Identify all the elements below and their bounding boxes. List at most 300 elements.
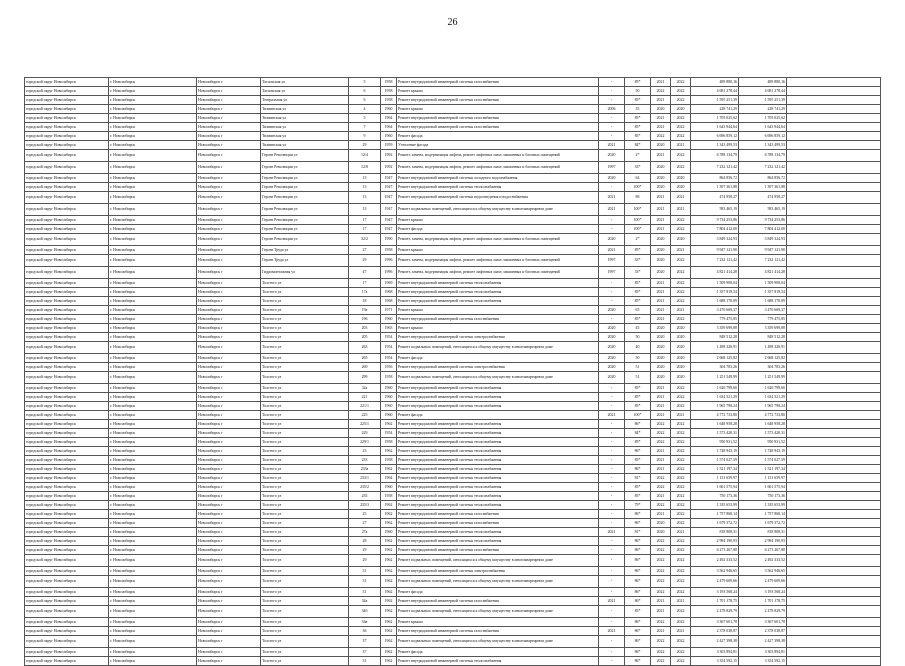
total-cost-cell: 1 701 178,75	[739, 597, 787, 606]
work-type-cell: Ремонт внутридомовой инженерной системы электроснабжения	[397, 333, 599, 342]
total-cost-cell: 1 643 944,64	[739, 123, 787, 132]
okrug-cell: городской округ Новосибирск	[25, 618, 109, 627]
table-row	[25, 96, 881, 105]
house-number-cell: 229/1	[349, 438, 381, 447]
table-row	[25, 315, 881, 324]
house-number-cell: 32а	[349, 384, 381, 393]
work-type-cell: Ремонт фасада	[397, 225, 599, 234]
build-year-cell: 1964	[381, 114, 397, 123]
okrug-cell: городской округ Новосибирск	[25, 411, 109, 420]
work-type-cell: Ремонт, замена, модернизация лифтов, ремонт лифтовых шахт, машинных и блочных помещений	[397, 234, 599, 246]
cost-cell: 1 335 653,99	[691, 501, 739, 510]
table-row	[25, 648, 881, 657]
table-row	[25, 606, 881, 618]
work-type-cell: Ремонт крыши	[397, 618, 599, 627]
city-cell: Новосибирск г	[197, 597, 261, 606]
last-repair-year-cell: -	[599, 288, 625, 297]
plan-start-year-cell: 2020	[651, 519, 671, 528]
table-row	[25, 465, 881, 474]
okrug-cell: городской округ Новосибирск	[25, 96, 109, 105]
plan-end-year-cell: 2022	[671, 537, 691, 546]
wear-percent-cell: 86*	[625, 555, 651, 567]
cost-cell: 848 512,28	[691, 333, 739, 342]
plan-start-year-cell: 2020	[651, 234, 671, 246]
city-cell: Новосибирск г	[197, 297, 261, 306]
work-type-cell: Ремонт фасада	[397, 588, 599, 597]
plan-end-year-cell: 2022	[671, 606, 691, 618]
plan-end-year-cell: 2022	[671, 384, 691, 393]
total-cost-cell: 1 595 251,39	[739, 96, 787, 105]
okrug-cell: городской округ Новосибирск	[25, 546, 109, 555]
plan-end-year-cell: 2022	[671, 225, 691, 234]
wear-percent-cell: 85*	[625, 456, 651, 465]
street-cell: Толстого ул	[261, 528, 349, 537]
okrug-cell: городской округ Новосибирск	[25, 372, 109, 384]
house-number-cell: 31	[349, 576, 381, 588]
build-year-cell: 1990	[381, 234, 397, 246]
city-cell: Новосибирск г	[197, 492, 261, 501]
okrug-cell: городской округ Новосибирск	[25, 333, 109, 342]
empty-cell	[787, 492, 881, 501]
okrug-cell: городской округ Новосибирск	[25, 174, 109, 183]
table-row	[25, 411, 881, 420]
total-cost-cell: 3 367 601,78	[739, 618, 787, 627]
wear-percent-cell: 33*	[625, 267, 651, 279]
okrug-cell: городской округ Новосибирск	[25, 447, 109, 456]
last-repair-year-cell: -	[599, 96, 625, 105]
wear-percent-cell: 79*	[625, 501, 651, 510]
city-cell: Новосибирск г	[197, 255, 261, 267]
plan-end-year-cell: 2020	[671, 354, 691, 363]
last-repair-year-cell: 2020	[599, 363, 625, 372]
cost-cell: 3 562 946,65	[691, 567, 739, 576]
house-number-cell: 27	[349, 519, 381, 528]
work-type-cell: Ремонт внутридомовой инженерной системы газоснабжения	[397, 510, 599, 519]
house-number-cell: 17	[349, 216, 381, 225]
house-number-cell: 299	[349, 372, 381, 384]
plan-end-year-cell: 2022	[671, 576, 691, 588]
cost-cell: 1 357 819,54	[691, 288, 739, 297]
work-type-cell: Ремонт внутридомовой инженерной системы теплоснабжения	[397, 438, 599, 447]
settlement-cell: г. Новосибирск	[109, 105, 197, 114]
settlement-cell: г. Новосибирск	[109, 87, 197, 96]
city-cell: Новосибирск г	[197, 354, 261, 363]
house-number-cell: 235	[349, 492, 381, 501]
city-cell: Новосибирск г	[197, 411, 261, 420]
build-year-cell: 1968	[381, 297, 397, 306]
last-repair-year-cell: 2021	[599, 528, 625, 537]
street-cell: Тагильская ул	[261, 78, 349, 87]
work-type-cell: Ремонт внутридомовой инженерной системы электроснабжения	[397, 363, 599, 372]
street-cell: Толстого ул	[261, 483, 349, 492]
street-cell: Толстого ул	[261, 447, 349, 456]
city-cell: Новосибирск г	[197, 333, 261, 342]
plan-end-year-cell: 2020	[671, 342, 691, 354]
street-cell: Толстого ул	[261, 510, 349, 519]
empty-cell	[787, 588, 881, 597]
build-year-cell: 1962	[381, 597, 397, 606]
last-repair-year-cell: 1997	[599, 162, 625, 174]
empty-cell	[787, 216, 881, 225]
wear-percent-cell: 85*	[625, 315, 651, 324]
house-number-cell: 12/8	[349, 162, 381, 174]
cost-cell: 7 804 412,00	[691, 225, 739, 234]
house-number-cell: 205	[349, 333, 381, 342]
total-cost-cell: 7 232 121,42	[739, 255, 787, 267]
plan-end-year-cell: 2022	[671, 132, 691, 141]
build-year-cell: 1960	[381, 315, 397, 324]
build-year-cell: 1954	[381, 342, 397, 354]
street-cell: Героев Революции ул	[261, 150, 349, 162]
work-type-cell: Ремонт внутридомовой инженерной системы теплоснабжения	[397, 393, 599, 402]
build-year-cell: 1996	[381, 267, 397, 279]
settlement-cell: г. Новосибирск	[109, 618, 197, 627]
settlement-cell: г. Новосибирск	[109, 384, 197, 393]
okrug-cell: городской округ Новосибирск	[25, 354, 109, 363]
okrug-cell: городской округ Новосибирск	[25, 420, 109, 429]
plan-start-year-cell: 2021	[651, 192, 671, 204]
empty-cell	[787, 114, 881, 123]
street-cell: Толстого ул	[261, 618, 349, 627]
okrug-cell: городской округ Новосибирск	[25, 342, 109, 354]
plan-end-year-cell: 2021	[671, 597, 691, 606]
table-row	[25, 555, 881, 567]
cost-cell: 1 643 944,64	[691, 123, 739, 132]
cost-cell: 304 783,26	[691, 363, 739, 372]
cost-cell: 2 668 125,82	[691, 354, 739, 363]
work-type-cell: Ремонт внутридомовой инженерной системы теплоснабжения	[397, 501, 599, 510]
cost-cell: 9 734 253,86	[691, 216, 739, 225]
build-year-cell: 1963	[381, 324, 397, 333]
settlement-cell: г. Новосибирск	[109, 141, 197, 150]
cost-cell: 2 378 038,87	[691, 627, 739, 636]
work-type-cell: Ремонт фасада	[397, 411, 599, 420]
plan-end-year-cell: 2022	[671, 492, 691, 501]
work-type-cell: Ремонт крыши	[397, 87, 599, 96]
table-row	[25, 501, 881, 510]
last-repair-year-cell: -	[599, 420, 625, 429]
plan-start-year-cell: 2020	[651, 333, 671, 342]
okrug-cell: городской округ Новосибирск	[25, 288, 109, 297]
empty-cell	[787, 456, 881, 465]
empty-cell	[787, 618, 881, 627]
cost-cell: 1 601 575,94	[691, 483, 739, 492]
wear-percent-cell: 86*	[625, 510, 651, 519]
build-year-cell: 1962	[381, 555, 397, 567]
table-row	[25, 225, 881, 234]
settlement-cell: г. Новосибирск	[109, 555, 197, 567]
wear-percent-cell: 85*	[625, 402, 651, 411]
city-cell: Новосибирск г	[197, 648, 261, 657]
okrug-cell: городской округ Новосибирск	[25, 606, 109, 618]
okrug-cell: городской округ Новосибирск	[25, 627, 109, 636]
wear-percent-cell: 33*	[625, 255, 651, 267]
settlement-cell: г. Новосибирск	[109, 132, 197, 141]
total-cost-cell: 1 251 549,99	[739, 372, 787, 384]
city-cell: Новосибирск г	[197, 246, 261, 255]
work-type-cell: Ремонт фасада	[397, 648, 599, 657]
city-cell: Новосибирск г	[197, 420, 261, 429]
wear-percent-cell: 85*	[625, 78, 651, 87]
okrug-cell: городской округ Новосибирск	[25, 123, 109, 132]
city-cell: Новосибирск г	[197, 174, 261, 183]
plan-start-year-cell: 2021	[651, 279, 671, 288]
total-cost-cell: 304 783,26	[739, 363, 787, 372]
wear-percent-cell: 100*	[625, 216, 651, 225]
table-row	[25, 204, 881, 216]
empty-cell	[787, 555, 881, 567]
settlement-cell: г. Новосибирск	[109, 636, 197, 648]
cost-cell: 1 573 420,31	[691, 429, 739, 438]
last-repair-year-cell: -	[599, 225, 625, 234]
build-year-cell: 1960	[381, 384, 397, 393]
plan-start-year-cell: 2020	[651, 162, 671, 174]
build-year-cell: 1962	[381, 519, 397, 528]
table-row	[25, 246, 881, 255]
last-repair-year-cell: -	[599, 393, 625, 402]
total-cost-cell: 4 772 733,80	[739, 411, 787, 420]
settlement-cell: г. Новосибирск	[109, 354, 197, 363]
house-number-cell: 13	[349, 183, 381, 192]
last-repair-year-cell: -	[599, 402, 625, 411]
settlement-cell: г. Новосибирск	[109, 246, 197, 255]
table-row	[25, 618, 881, 627]
settlement-cell: г. Новосибирск	[109, 204, 197, 216]
plan-start-year-cell: 2021	[651, 306, 671, 315]
last-repair-year-cell: -	[599, 519, 625, 528]
wear-percent-cell: 86*	[625, 657, 651, 666]
cost-cell: 750 173,36	[691, 492, 739, 501]
house-number-cell: 4	[349, 105, 381, 114]
build-year-cell: 1958	[381, 246, 397, 255]
last-repair-year-cell: 2021	[599, 204, 625, 216]
last-repair-year-cell: -	[599, 87, 625, 96]
empty-cell	[787, 363, 881, 372]
last-repair-year-cell: 2021	[599, 192, 625, 204]
total-cost-cell: 3 193 568,24	[739, 588, 787, 597]
table-row	[25, 324, 881, 333]
city-cell: Новосибирск г	[197, 588, 261, 597]
okrug-cell: городской округ Новосибирск	[25, 216, 109, 225]
empty-cell	[787, 648, 881, 657]
empty-cell	[787, 96, 881, 105]
build-year-cell: 1962	[381, 588, 397, 597]
okrug-cell: городской округ Новосибирск	[25, 204, 109, 216]
city-cell: Новосибирск г	[197, 567, 261, 576]
house-number-cell: 27а	[349, 528, 381, 537]
street-cell: Толстого ул	[261, 519, 349, 528]
work-type-cell: Ремонт подвальных помещений, относящихся к общему имуществу в многоквартирном доме	[397, 342, 599, 354]
last-repair-year-cell: 2020	[599, 342, 625, 354]
house-number-cell: 9	[349, 132, 381, 141]
plan-start-year-cell: 2021	[651, 597, 671, 606]
last-repair-year-cell: 2020	[599, 234, 625, 246]
last-repair-year-cell: -	[599, 546, 625, 555]
last-repair-year-cell: -	[599, 216, 625, 225]
last-repair-year-cell: 2020	[599, 333, 625, 342]
build-year-cell: 1958	[381, 492, 397, 501]
total-cost-cell: 864 856,72	[739, 174, 787, 183]
table-row	[25, 105, 881, 114]
plan-start-year-cell: 2021	[651, 96, 671, 105]
cost-cell: 2 427 398,38	[691, 636, 739, 648]
last-repair-year-cell: -	[599, 114, 625, 123]
work-type-cell: Ремонт внутридомовой инженерной системы теплоснабжения	[397, 429, 599, 438]
street-cell: Толстого ул	[261, 411, 349, 420]
work-type-cell: Ремонт подвальных помещений, относящихся к общему имуществу в многоквартирном доме	[397, 204, 599, 216]
table-row	[25, 657, 881, 666]
okrug-cell: городской округ Новосибирск	[25, 501, 109, 510]
empty-cell	[787, 150, 881, 162]
house-number-cell: 31	[349, 588, 381, 597]
plan-start-year-cell: 2021	[651, 402, 671, 411]
street-cell: Толстого ул	[261, 315, 349, 324]
plan-end-year-cell: 2021	[671, 141, 691, 150]
cost-cell: 4 821 414,28	[691, 267, 739, 279]
okrug-cell: городской округ Новосибирск	[25, 474, 109, 483]
plan-end-year-cell: 2022	[671, 216, 691, 225]
cost-cell: 864 856,72	[691, 174, 739, 183]
wear-percent-cell: 85*	[625, 297, 651, 306]
okrug-cell: городской округ Новосибирск	[25, 519, 109, 528]
plan-start-year-cell: 2020	[651, 363, 671, 372]
okrug-cell: городской округ Новосибирск	[25, 105, 109, 114]
work-type-cell: Ремонт внутридомовой инженерной системы газоснабжения	[397, 546, 599, 555]
okrug-cell: городской округ Новосибирск	[25, 132, 109, 141]
build-year-cell: 1962	[381, 618, 397, 627]
last-repair-year-cell: 1997	[599, 267, 625, 279]
okrug-cell: городской округ Новосибирск	[25, 246, 109, 255]
plan-end-year-cell: 2021	[671, 246, 691, 255]
table-row	[25, 372, 881, 384]
cost-cell: 1 701 178,75	[691, 597, 739, 606]
plan-start-year-cell: 2021	[651, 456, 671, 465]
build-year-cell: 1947	[381, 216, 397, 225]
city-cell: Новосибирск г	[197, 576, 261, 588]
empty-cell	[787, 501, 881, 510]
street-cell: Толстого ул	[261, 606, 349, 618]
settlement-cell: г. Новосибирск	[109, 123, 197, 132]
empty-cell	[787, 465, 881, 474]
city-cell: Новосибирск г	[197, 372, 261, 384]
build-year-cell: 1971	[381, 306, 397, 315]
last-repair-year-cell: 2021	[599, 411, 625, 420]
house-number-cell: 265	[349, 354, 381, 363]
city-cell: Новосибирск г	[197, 105, 261, 114]
plan-end-year-cell: 2022	[671, 618, 691, 627]
okrug-cell: городской округ Новосибирск	[25, 279, 109, 288]
settlement-cell: г. Новосибирск	[109, 225, 197, 234]
empty-cell	[787, 372, 881, 384]
okrug-cell: городской округ Новосибирск	[25, 657, 109, 666]
work-type-cell: Ремонт внутридомовой инженерной системы теплоснабжения	[397, 483, 599, 492]
street-cell: Героев Революции ул	[261, 192, 349, 204]
plan-end-year-cell: 2022	[671, 402, 691, 411]
wear-percent-cell: 86*	[625, 576, 651, 588]
settlement-cell: г. Новосибирск	[109, 150, 197, 162]
plan-start-year-cell: 2021	[651, 606, 671, 618]
plan-start-year-cell: 2021	[651, 411, 671, 420]
cost-cell: 1 574 027,59	[691, 456, 739, 465]
plan-end-year-cell: 2020	[671, 363, 691, 372]
last-repair-year-cell: -	[599, 384, 625, 393]
wear-percent-cell: 85*	[625, 123, 651, 132]
work-type-cell: Ремонт внутридомовой инженерной системы теплоснабжения	[397, 384, 599, 393]
wear-percent-cell: 35	[625, 105, 651, 114]
house-number-cell: 23	[349, 447, 381, 456]
cost-cell: 1 620 799,60	[691, 384, 739, 393]
okrug-cell: городской округ Новосибирск	[25, 528, 109, 537]
cost-cell: 3 303 894,81	[691, 648, 739, 657]
street-cell: Героев Революции ул	[261, 204, 349, 216]
last-repair-year-cell: 2021	[599, 597, 625, 606]
empty-cell	[787, 420, 881, 429]
wear-percent-cell: 86*	[625, 648, 651, 657]
street-cell: Тихвинская ул	[261, 141, 349, 150]
plan-end-year-cell: 2022	[671, 255, 691, 267]
total-cost-cell: 7 804 412,00	[739, 225, 787, 234]
settlement-cell: г. Новосибирск	[109, 588, 197, 597]
last-repair-year-cell: -	[599, 483, 625, 492]
plan-start-year-cell: 2022	[651, 648, 671, 657]
work-type-cell: Ремонт крыши	[397, 105, 599, 114]
settlement-cell: г. Новосибирск	[109, 279, 197, 288]
table-row	[25, 483, 881, 492]
plan-end-year-cell: 2020	[671, 333, 691, 342]
city-cell: Новосибирск г	[197, 141, 261, 150]
street-cell: Толстого ул	[261, 438, 349, 447]
table-row	[25, 354, 881, 363]
empty-cell	[787, 333, 881, 342]
okrug-cell: городской округ Новосибирск	[25, 267, 109, 279]
settlement-cell: г. Новосибирск	[109, 372, 197, 384]
table-row	[25, 162, 881, 174]
house-number-cell: 34а	[349, 597, 381, 606]
street-cell: Героев Труда ул	[261, 255, 349, 267]
build-year-cell: 1958	[381, 96, 397, 105]
settlement-cell: г. Новосибирск	[109, 447, 197, 456]
build-year-cell: 1962	[381, 465, 397, 474]
house-number-cell: 34в	[349, 618, 381, 627]
house-number-cell: 6	[349, 96, 381, 105]
plan-start-year-cell: 2022	[651, 546, 671, 555]
city-cell: Новосибирск г	[197, 306, 261, 315]
last-repair-year-cell: -	[599, 456, 625, 465]
total-cost-cell: 818 908,31	[739, 528, 787, 537]
settlement-cell: г. Новосибирск	[109, 483, 197, 492]
city-cell: Новосибирск г	[197, 606, 261, 618]
total-cost-cell: 1 397 361,88	[739, 183, 787, 192]
empty-cell	[787, 597, 881, 606]
settlement-cell: г. Новосибирск	[109, 255, 197, 267]
cost-cell: 1 757 868,14	[691, 510, 739, 519]
last-repair-year-cell: 2021	[599, 141, 625, 150]
street-cell: Толстого ул	[261, 588, 349, 597]
cost-cell: 9 947 121,90	[691, 246, 739, 255]
city-cell: Новосибирск г	[197, 546, 261, 555]
street-cell: Гидромонтажная ул	[261, 267, 349, 279]
build-year-cell: 1958	[381, 78, 397, 87]
total-cost-cell: 6 788 134,79	[739, 150, 787, 162]
settlement-cell: г. Новосибирск	[109, 576, 197, 588]
city-cell: Новосибирск г	[197, 183, 261, 192]
capital-repair-table	[24, 77, 881, 666]
city-cell: Новосибирск г	[197, 315, 261, 324]
build-year-cell: 1992	[381, 162, 397, 174]
wear-percent-cell: 86	[625, 192, 651, 204]
build-year-cell: 1969	[381, 279, 397, 288]
wear-percent-cell: 86*	[625, 447, 651, 456]
